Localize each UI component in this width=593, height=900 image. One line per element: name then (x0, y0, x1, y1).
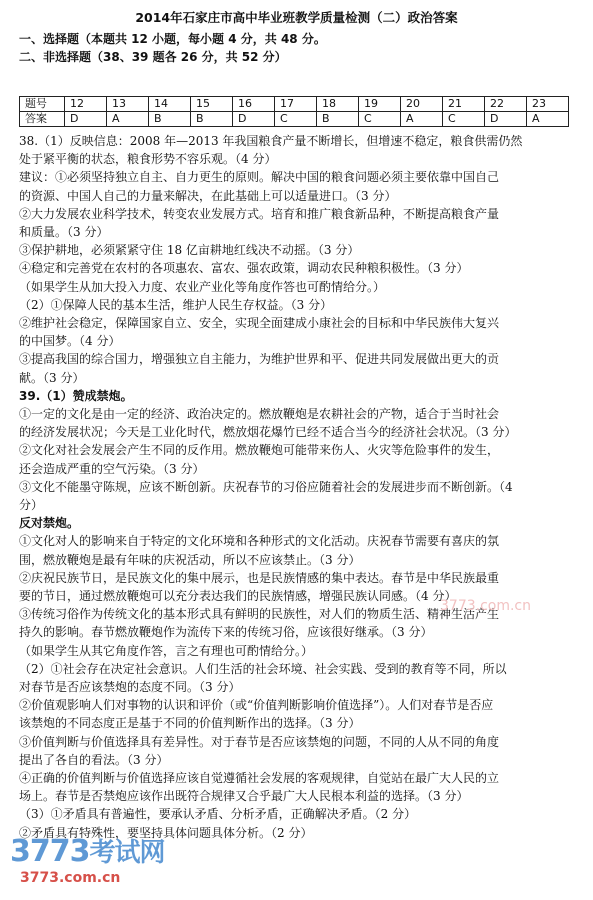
answer-letter-cell: A (527, 112, 569, 127)
answer-line: （2）①社会存在决定社会意识。人们生活的社会环境、社会实践、受到的教育等不同，所以 (19, 661, 507, 676)
question-number-cell: 19 (359, 97, 401, 112)
answer-line: 献。（3 分） (19, 370, 85, 385)
answer-line: 分） (19, 498, 44, 512)
site-logo-watermark (10, 832, 165, 869)
answer-line: 提出了各自的看法。（3 分） (19, 752, 169, 767)
answer-line: 该禁炮的不同态度正是基于不同的价值判断作出的选择。（3 分） (19, 716, 361, 731)
answer-line: ③提高我国的综合国力，增强独立自主能力，为维护世界和平、促进共同发展做出更大的贡 (19, 352, 500, 367)
question-number-cell: 12 (65, 97, 107, 112)
section-nonchoice-heading: 二、非选择题（38、39 题各 26 分，共 52 分） (19, 50, 287, 64)
faint-watermark: 3773.com.cn (440, 598, 531, 614)
answer-letter-cell: A (401, 112, 443, 127)
answer-line: （如果学生从加大投入力度、农业产业化等角度作答也可酌情给分。） (19, 279, 386, 294)
section-choice-heading: 一、选择题（本题共 12 小题，每小题 4 分，共 48 分。 (19, 32, 326, 46)
question-number-cell: 18 (317, 97, 359, 112)
answer-line: 场上。春节是否禁炮应该作出既符合规律又合乎最广大人民根本利益的选择。（3 分） (19, 789, 469, 804)
answer-line: ④正确的价值判断与价值选择应该自觉遵循社会发展的客观规律，自觉站在最广大人民的立 (19, 771, 500, 785)
answer-table-question-row (20, 97, 569, 112)
answer-line: ①一定的文化是由一定的经济、政治决定的。燃放鞭炮是农耕社会的产物，适合于当时社会 (19, 407, 500, 421)
answer-line: 38.（1）反映信息：2008 年—2013 年我国粮食产量不断增长，但增速不稳定，粮食供需仍然 (19, 134, 523, 148)
question-number-cell: 16 (233, 97, 275, 112)
answer-line: （如果学生从其它角度作答，言之有理也可酌情给分。） (19, 643, 314, 658)
question-row-label: 题号 (20, 97, 65, 112)
question-number-cell: 14 (149, 97, 191, 112)
answer-line: 对春节是否应该禁炮的态度不同。（3 分） (19, 680, 241, 694)
answer-line: 处于紧平衡的状态，粮食形势不容乐观。（4 分） (19, 152, 277, 167)
answer-letter-cell: D (65, 112, 107, 127)
answer-letter-cell: B (317, 112, 359, 127)
answer-line: 要的节日，通过燃放鞭炮可以充分表达我们的民族情感，增强民族认同感。（4 分） (19, 589, 457, 603)
question-number-cell: 21 (443, 97, 485, 112)
answer-line: ②维护社会稳定，保障国家自立、安全，实现全面建成小康社会的目标和中华民族伟大复兴 (19, 316, 500, 330)
answer-line: ①文化对人的影响来自于特定的文化环境和各种形式的文化活动。庆祝春节需要有喜庆的氛 (19, 534, 500, 549)
answer-line: ②大力发展农业科学技术，转变农业发展方式。培育和推广粮食新品种，不断提高粮食产量 (19, 206, 500, 221)
answer-line: （3）①矛盾具有普遍性，要承认矛盾、分析矛盾，正确解决矛盾。（2 分） (19, 807, 417, 822)
document-title: 2014年石家庄市高中毕业班教学质量检测（二）政治答案 (135, 10, 458, 25)
answer-line: ③文化不能墨守陈规，应该不断创新。庆祝春节的习俗应随着社会的发展进步而不断创新。（4 (19, 479, 513, 494)
answer-line: 围，燃放鞭炮是最有年味的庆祝活动，所以不应该禁止。（3 分） (19, 552, 361, 567)
question-number-cell: 22 (485, 97, 527, 112)
answer-line: 还会造成严重的空气污染。（3 分） (19, 461, 205, 476)
answer-table (19, 96, 569, 127)
answer-line: 39.（1）赞成禁炮。 (19, 388, 133, 403)
answer-table-answer-row (20, 112, 569, 127)
answer-line: ②价值观影响人们对事物的认识和评价（或“价值判断影响价值选择”）。人们对春节是否应 (19, 698, 494, 713)
answer-line: 的中国梦。（4 分） (19, 334, 121, 349)
answer-line: 反对禁炮。 (19, 516, 80, 531)
answer-line: 和质量。（3 分） (19, 225, 109, 239)
answer-letter-cell: B (191, 112, 233, 127)
question-number-cell: 13 (107, 97, 149, 112)
answer-line: ②矛盾具有特殊性，要坚持具体问题具体分析。（2 分） (19, 825, 313, 840)
answer-letter-cell: D (233, 112, 275, 127)
answer-line: ④稳定和完善党在农村的各项惠农、富农、强农政策，调动农民种粮积极性。（3 分） (19, 261, 469, 276)
answer-line: ③保护耕地，必须紧紧守住 18 亿亩耕地红线决不动摇。（3 分） (19, 243, 360, 258)
question-number-cell: 15 (191, 97, 233, 112)
answer-line: ③价值判断与价值选择具有差异性。对于春节是否应该禁炮的问题，不同的人从不同的角度 (19, 734, 500, 749)
logo-text: 考试网 (89, 838, 165, 868)
answer-line: 的经济发展状况；今天是工业化时代，燃放烟花爆竹已经不适合当今的经济社会状况。（3 分） (19, 425, 517, 440)
answer-letter-cell: A (107, 112, 149, 127)
answer-row-label: 答案 (20, 112, 65, 127)
answer-letter-cell: C (359, 112, 401, 127)
answer-line: ②文化对社会发展会产生不同的反作用。燃放鞭炮可能带来伤人、火灾等危险事件的发生， (19, 443, 500, 458)
logo-number: 3773 (10, 834, 90, 869)
answer-line: ②庆祝民族节日，是民族文化的集中展示，也是民族情感的集中表达。春节是中华民族最重 (19, 570, 500, 585)
answer-line: （2）①保障人民的基本生活，维护人民生存权益。（3 分） (19, 297, 333, 312)
answer-letter-cell: B (149, 112, 191, 127)
question-number-cell: 17 (275, 97, 317, 112)
answer-line: 的资源、中国人自己的力量来解决，在此基础上可以适量进口。（3 分） (19, 188, 397, 203)
answer-letter-cell: C (443, 112, 485, 127)
answer-line: 持久的影响。春节燃放鞭炮作为流传下来的传统习俗，应该很好继承。（3 分） (19, 625, 433, 640)
answer-line: ③传统习俗作为传统文化的基本形式具有鲜明的民族性，对人们的物质生活、精神生活产生 (19, 607, 500, 622)
answer-letter-cell: C (275, 112, 317, 127)
answer-letter-cell: D (485, 112, 527, 127)
question-number-cell: 20 (401, 97, 443, 112)
site-url-watermark: 3773.com.cn (20, 870, 121, 886)
question-number-cell: 23 (527, 97, 569, 112)
answer-line: 建议：①必须坚持独立自主、自力更生的原则。解决中国的粮食问题必须主要依靠中国自己 (19, 170, 500, 185)
